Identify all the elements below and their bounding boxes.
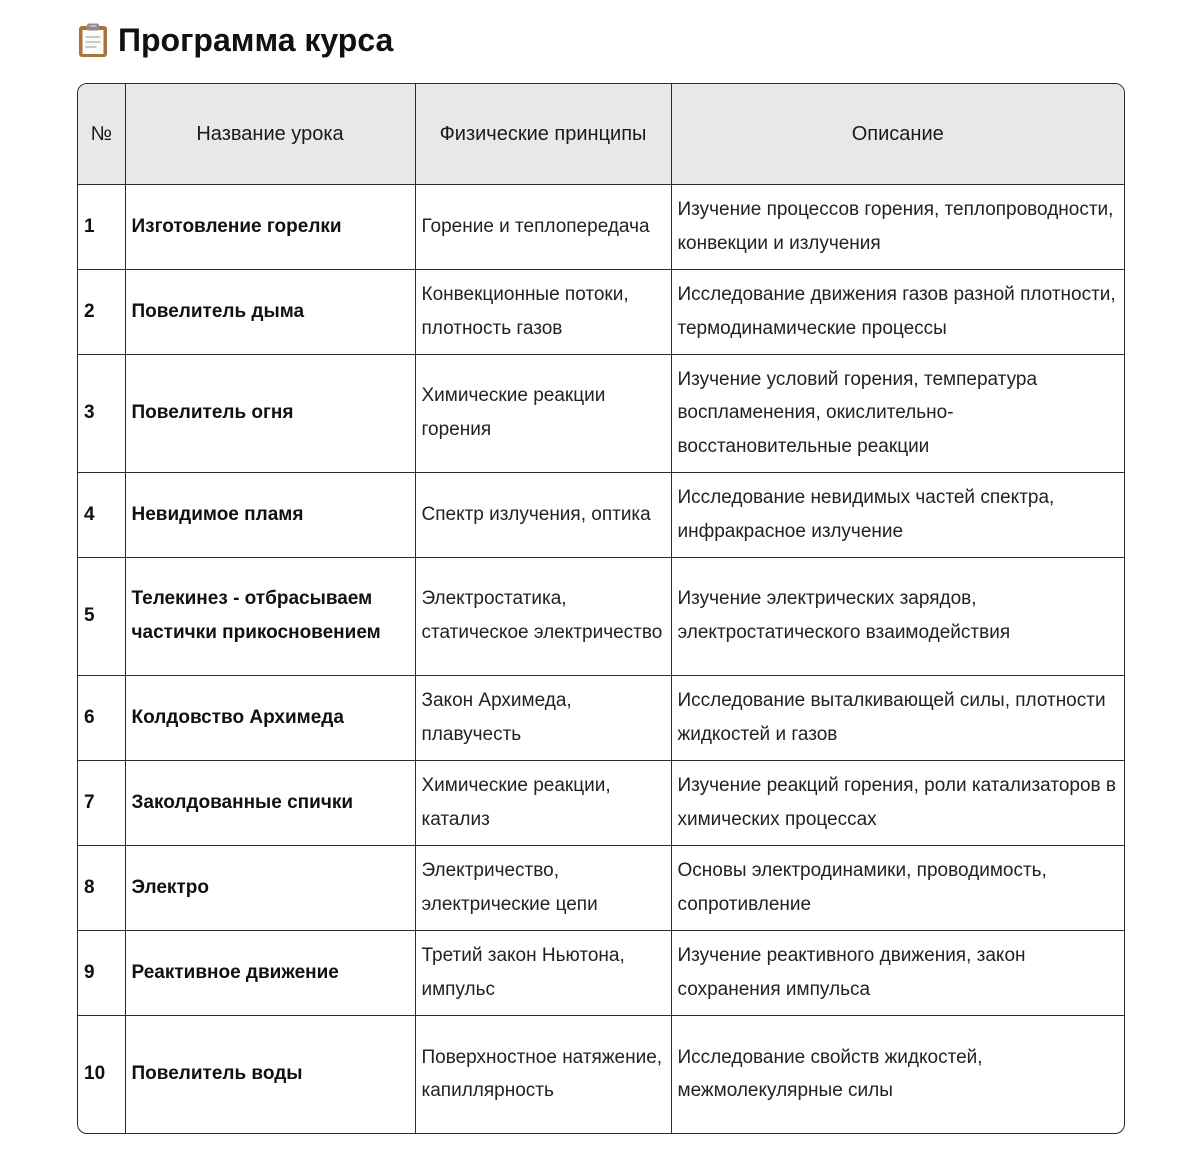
description-cell: Изучение реактивного движения, закон сохранения импульса [671,930,1124,1015]
lesson-name-cell: Повелитель воды [125,1015,415,1133]
lesson-number-cell: 2 [78,269,125,354]
description-cell: Основы электродинамики, проводимость, сопротивление [671,845,1124,930]
description-cell: Изучение процессов горения, теплопроводности, конвекции и излучения [671,184,1124,269]
lesson-number-cell: 9 [78,930,125,1015]
description-cell: Изучение реакций горения, роли катализаторов в химических процессах [671,760,1124,845]
table-header-row [78,84,1124,184]
lesson-name-cell: Повелитель дыма [125,269,415,354]
lesson-name-cell: Электро [125,845,415,930]
lesson-number-cell: 6 [78,675,125,760]
page-title [76,18,393,62]
table-row [78,557,1124,675]
table-row [78,354,1124,472]
lesson-number-cell: 1 [78,184,125,269]
lesson-name-cell: Невидимое пламя [125,472,415,557]
column-header-number: № [78,84,125,184]
physical-principles-cell: Поверхностное натяжение, капиллярность [415,1015,671,1133]
column-header-physical-principles: Физические принципы [415,84,671,184]
lesson-number-cell: 3 [78,354,125,472]
physical-principles-cell: Химические реакции горения [415,354,671,472]
course-program-table [77,83,1125,1134]
page-title-text: Программа курса [118,21,394,58]
table-row [78,269,1124,354]
column-header-description: Описание [671,84,1124,184]
table-row [78,760,1124,845]
physical-principles-cell: Конвекционные потоки, плотность газов [415,269,671,354]
column-header-lesson-name: Название урока [125,84,415,184]
lesson-name-cell: Повелитель огня [125,354,415,472]
physical-principles-cell: Третий закон Ньютона, импульс [415,930,671,1015]
description-cell: Исследование движения газов разной плотности, термодинамические процессы [671,269,1124,354]
physical-principles-cell: Закон Архимеда, плавучесть [415,675,671,760]
physical-principles-cell: Электричество, электрические цепи [415,845,671,930]
lesson-name-cell: Изготовление горелки [125,184,415,269]
lesson-number-cell: 5 [78,557,125,675]
table-row [78,675,1124,760]
table-row [78,184,1124,269]
description-cell: Исследование выталкивающей силы, плотности жидкостей и газов [671,675,1124,760]
lesson-name-cell: Колдовство Архимеда [125,675,415,760]
table-row [78,845,1124,930]
table-row [78,472,1124,557]
table-row [78,1015,1124,1133]
physical-principles-cell: Горение и теплопередача [415,184,671,269]
lesson-number-cell: 4 [78,472,125,557]
clipboard-icon [76,22,110,58]
description-cell: Изучение электрических зарядов, электростатического взаимодействия [671,557,1124,675]
table-row [78,930,1124,1015]
lesson-number-cell: 10 [78,1015,125,1133]
description-cell: Исследование невидимых частей спектра, инфракрасное излучение [671,472,1124,557]
lesson-number-cell: 7 [78,760,125,845]
description-cell: Исследование свойств жидкостей, межмолекулярные силы [671,1015,1124,1133]
lesson-name-cell: Реактивное движение [125,930,415,1015]
physical-principles-cell: Химические реакции, катализ [415,760,671,845]
lesson-name-cell: Телекинез - отбрасываем частички прикосновением [125,557,415,675]
lesson-name-cell: Заколдованные спички [125,760,415,845]
physical-principles-cell: Электростатика, статическое электричество [415,557,671,675]
physical-principles-cell: Спектр излучения, оптика [415,472,671,557]
description-cell: Изучение условий горения, температура воспламенения, окислительно-восстановительные реакции [671,354,1124,472]
lesson-number-cell: 8 [78,845,125,930]
